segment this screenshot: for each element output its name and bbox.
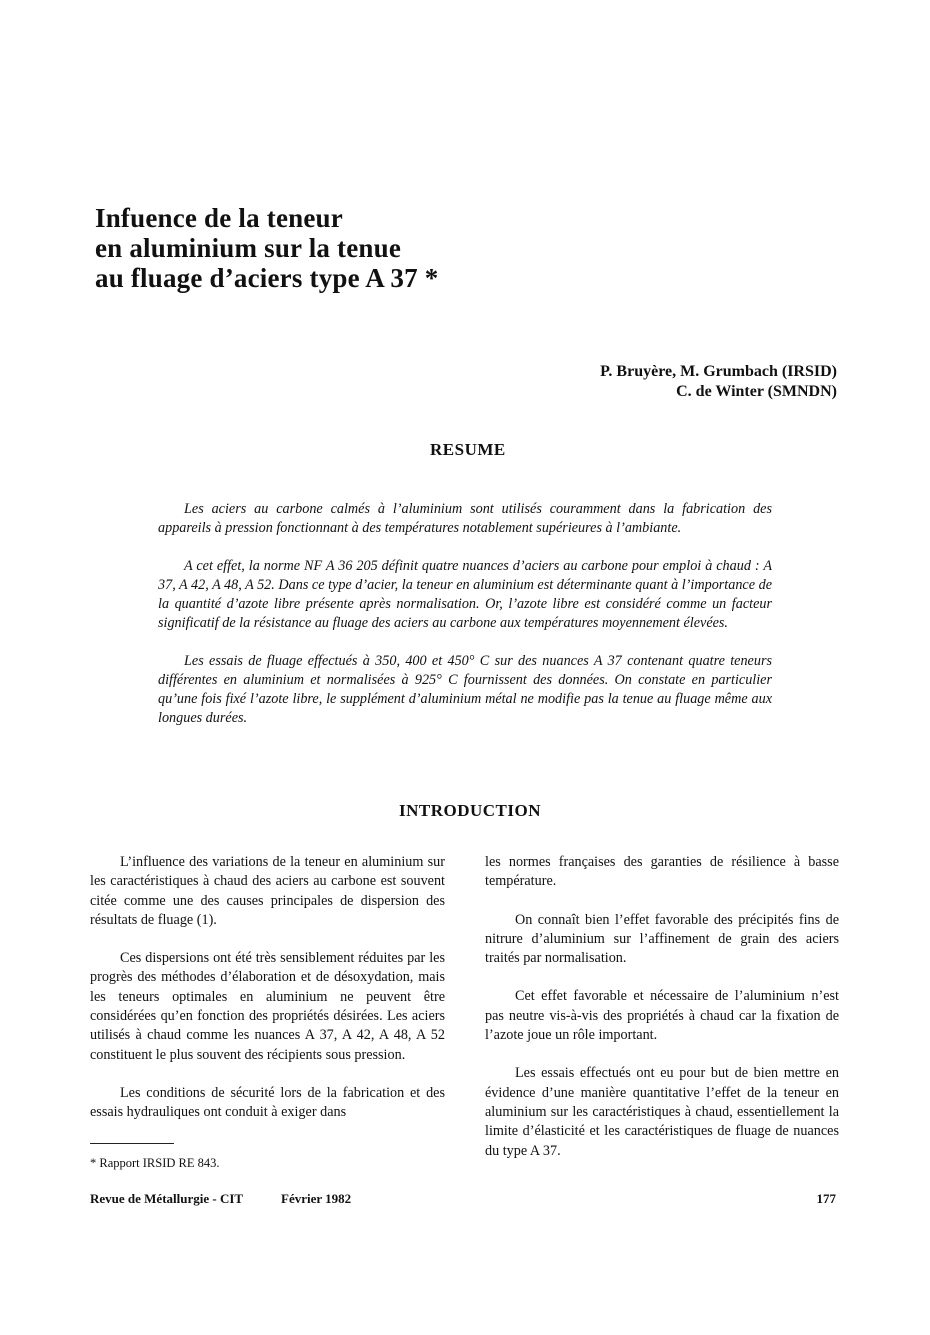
- right-column: [485, 853, 839, 1180]
- title-line: Infuence de la teneur: [95, 203, 343, 233]
- footnote-divider: [90, 1143, 174, 1144]
- footer-date: Février 1982: [281, 1191, 352, 1206]
- resume-heading: RESUME: [430, 440, 506, 459]
- title-line: en aluminium sur la tenue: [95, 233, 402, 263]
- introduction-heading: INTRODUCTION: [399, 801, 542, 820]
- paper-title: [95, 203, 595, 293]
- abstract-paragraph: A cet effet, la norme NF A 36 205 définit quatre nuances d’aciers au carbone pour emploi à chaud : A 37, A 42, A 48, A 52. Dans ce type d’acier, la teneur en aluminium est déterminante quant à l’importance de la quantité d’azote libre présente après normalisation. Or, l’azote libre est considéré comme un facteur significatif de la résistance au fluage des aciers au carbone aux températures moyennement élevées.: [158, 558, 772, 631]
- body-paragraph: On connaît bien l’effet favorable des précipités fins de nitrure d’aluminium sur l’affinement de grain des aciers traités par normalisation.: [485, 911, 839, 967]
- title-line: au fluage d’aciers type A 37 *: [95, 263, 439, 293]
- footnote: * Rapport IRSID RE 843.: [90, 1156, 220, 1170]
- author-line: P. Bruyère, M. Grumbach (IRSID): [600, 363, 837, 380]
- body-paragraph: L’influence des variations de la teneur en aluminium sur les caractéristiques à chaud des aciers au carbone est souvent citée comme une des causes principales de dispersion des résultats de fluage (1).: [90, 854, 445, 928]
- author-block: [600, 362, 837, 402]
- body-paragraph: Les essais effectués ont eu pour but de bien mettre en évidence d’une manière quantitative l’effet de la teneur en aluminium sur les caractéristiques à chaud, essentiellement la limite d’élasticité et les caractéristiques de fluage de nuances du type A 37.: [485, 1065, 839, 1159]
- footer-journal: Revue de Métallurgie - CIT: [90, 1191, 244, 1206]
- body-paragraph: Ces dispersions ont été très sensiblement réduites par les progrès des méthodes d’élaboration et de désoxydation, mais les teneurs optimales en aluminium ne peuvent être considérées qu’en fonction des propriétés désirées. Les aciers utilisés à chaud comme les nuances A 37, A 42, A 48, A 52 constituent le plus souvent des récipients sous pression.: [90, 950, 445, 1063]
- body-paragraph: Les conditions de sécurité lors de la fabrication et des essais hydrauliques ont conduit à exiger dans: [90, 1084, 445, 1121]
- left-column: [90, 853, 445, 1142]
- author-line: C. de Winter (SMNDN): [676, 383, 837, 400]
- abstract-paragraph: Les essais de fluage effectués à 350, 400 et 450° C sur des nuances A 37 contenant quatre teneurs différentes en aluminium et normalisées à 925° C fournissent des données. On constate en particulier qu’une fois fixé l’azote libre, le supplément d’aluminium métal ne modifie pas la tenue au fluage même aux longues durées.: [158, 653, 772, 726]
- page-number: 177: [816, 1191, 836, 1206]
- body-paragraph-continuation: les normes françaises des garanties de résilience à basse température.: [485, 854, 839, 890]
- resume-abstract: [158, 500, 772, 747]
- body-paragraph: Cet effet favorable et nécessaire de l’aluminium n’est pas neutre vis-à-vis des propriétés à chaud car la fixation de l’azote joue un rôle important.: [485, 988, 839, 1044]
- abstract-paragraph: Les aciers au carbone calmés à l’aluminium sont utilisés couramment dans la fabrication des appareils à pression fonctionnant à des températures notablement supérieures à l’ambiante.: [158, 501, 772, 536]
